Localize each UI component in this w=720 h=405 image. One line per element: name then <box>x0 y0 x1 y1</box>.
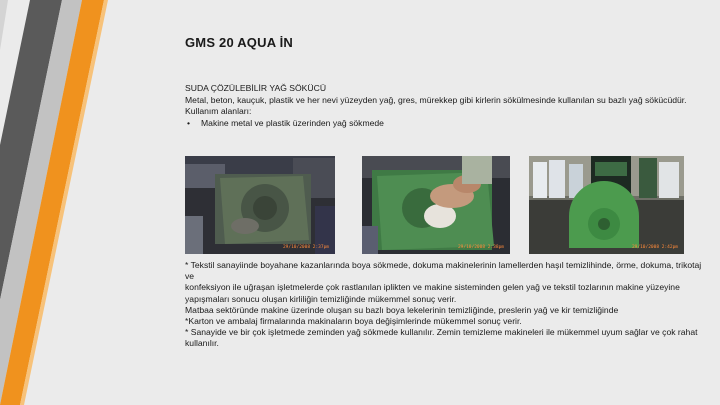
detail-line: Matbaa sektöründe makine üzerinde oluşan su bazlı boya lekelerinin temizliğinde, preslerin yağ ve kir temizliğinde <box>185 304 619 315</box>
machine-after-image <box>529 156 684 254</box>
detail-line: *Karton ve ambalaj firmalarında makinaların boya değişimlerinde mükemmel sonuç verir. <box>185 316 522 327</box>
bullet-mark: • <box>187 117 191 128</box>
application-details <box>185 260 710 350</box>
detail-line: konfeksiyon ile uğraşan işletmelerde çok rastlanılan iplikten ve makine sisteminden gelen yağ ve tekstil tozlarının makine yüzeyine <box>185 282 680 293</box>
machine-before-image <box>185 156 335 254</box>
product-description: Metal, beton, kauçuk, plastik ve her nevi yüzeyden yağ, gres, mürekkep gibi kirlerin sökülmesinde kullanılan su bazlı yağ sökücüdür. <box>185 94 687 105</box>
photo-hand-cleaning <box>362 156 510 254</box>
photo-machine-after <box>529 156 684 254</box>
slide-title: GMS 20 AQUA İN <box>185 35 294 50</box>
photo-timestamp: 29/10/2008 2:38pm <box>457 245 504 250</box>
product-subtitle: SUDA ÇÖZÜLEBİLİR YAĞ SÖKÜCÜ <box>185 83 327 93</box>
photo-timestamp: 29/10/2008 2:42pm <box>631 245 678 250</box>
detail-line: kullanılır. <box>185 338 219 349</box>
usage-heading: Kullanım alanları: <box>185 106 252 117</box>
hand-cleaning-image <box>362 156 510 254</box>
detail-line: * Tekstil sanayiinde boyahane kazanlarında boya sökmede, dokuma makinelerinin lamellerden haşıl temizlihinde, örme, dokuma, trikotaj ve <box>185 260 702 282</box>
photo-machine-before <box>185 156 335 254</box>
product-intro <box>185 83 705 129</box>
photo-timestamp: 29/10/2008 2:37pm <box>282 245 329 250</box>
decorative-stripes <box>0 0 130 405</box>
detail-line: yapışmaları sonucu oluşan kirliliğin temizliğinde mükemmel sonuç verir. <box>185 293 457 304</box>
usage-bullet-item <box>185 118 705 130</box>
detail-line: * Sanayide ve bir çok işletmede zeminden yağ sökmede kullanılır. Zemin temizleme makineleri ile mükemmel uyum sağlar ve çok rahat <box>185 327 698 338</box>
usage-bullet-text: Makine metal ve plastik üzerinden yağ sökmede <box>201 117 384 128</box>
